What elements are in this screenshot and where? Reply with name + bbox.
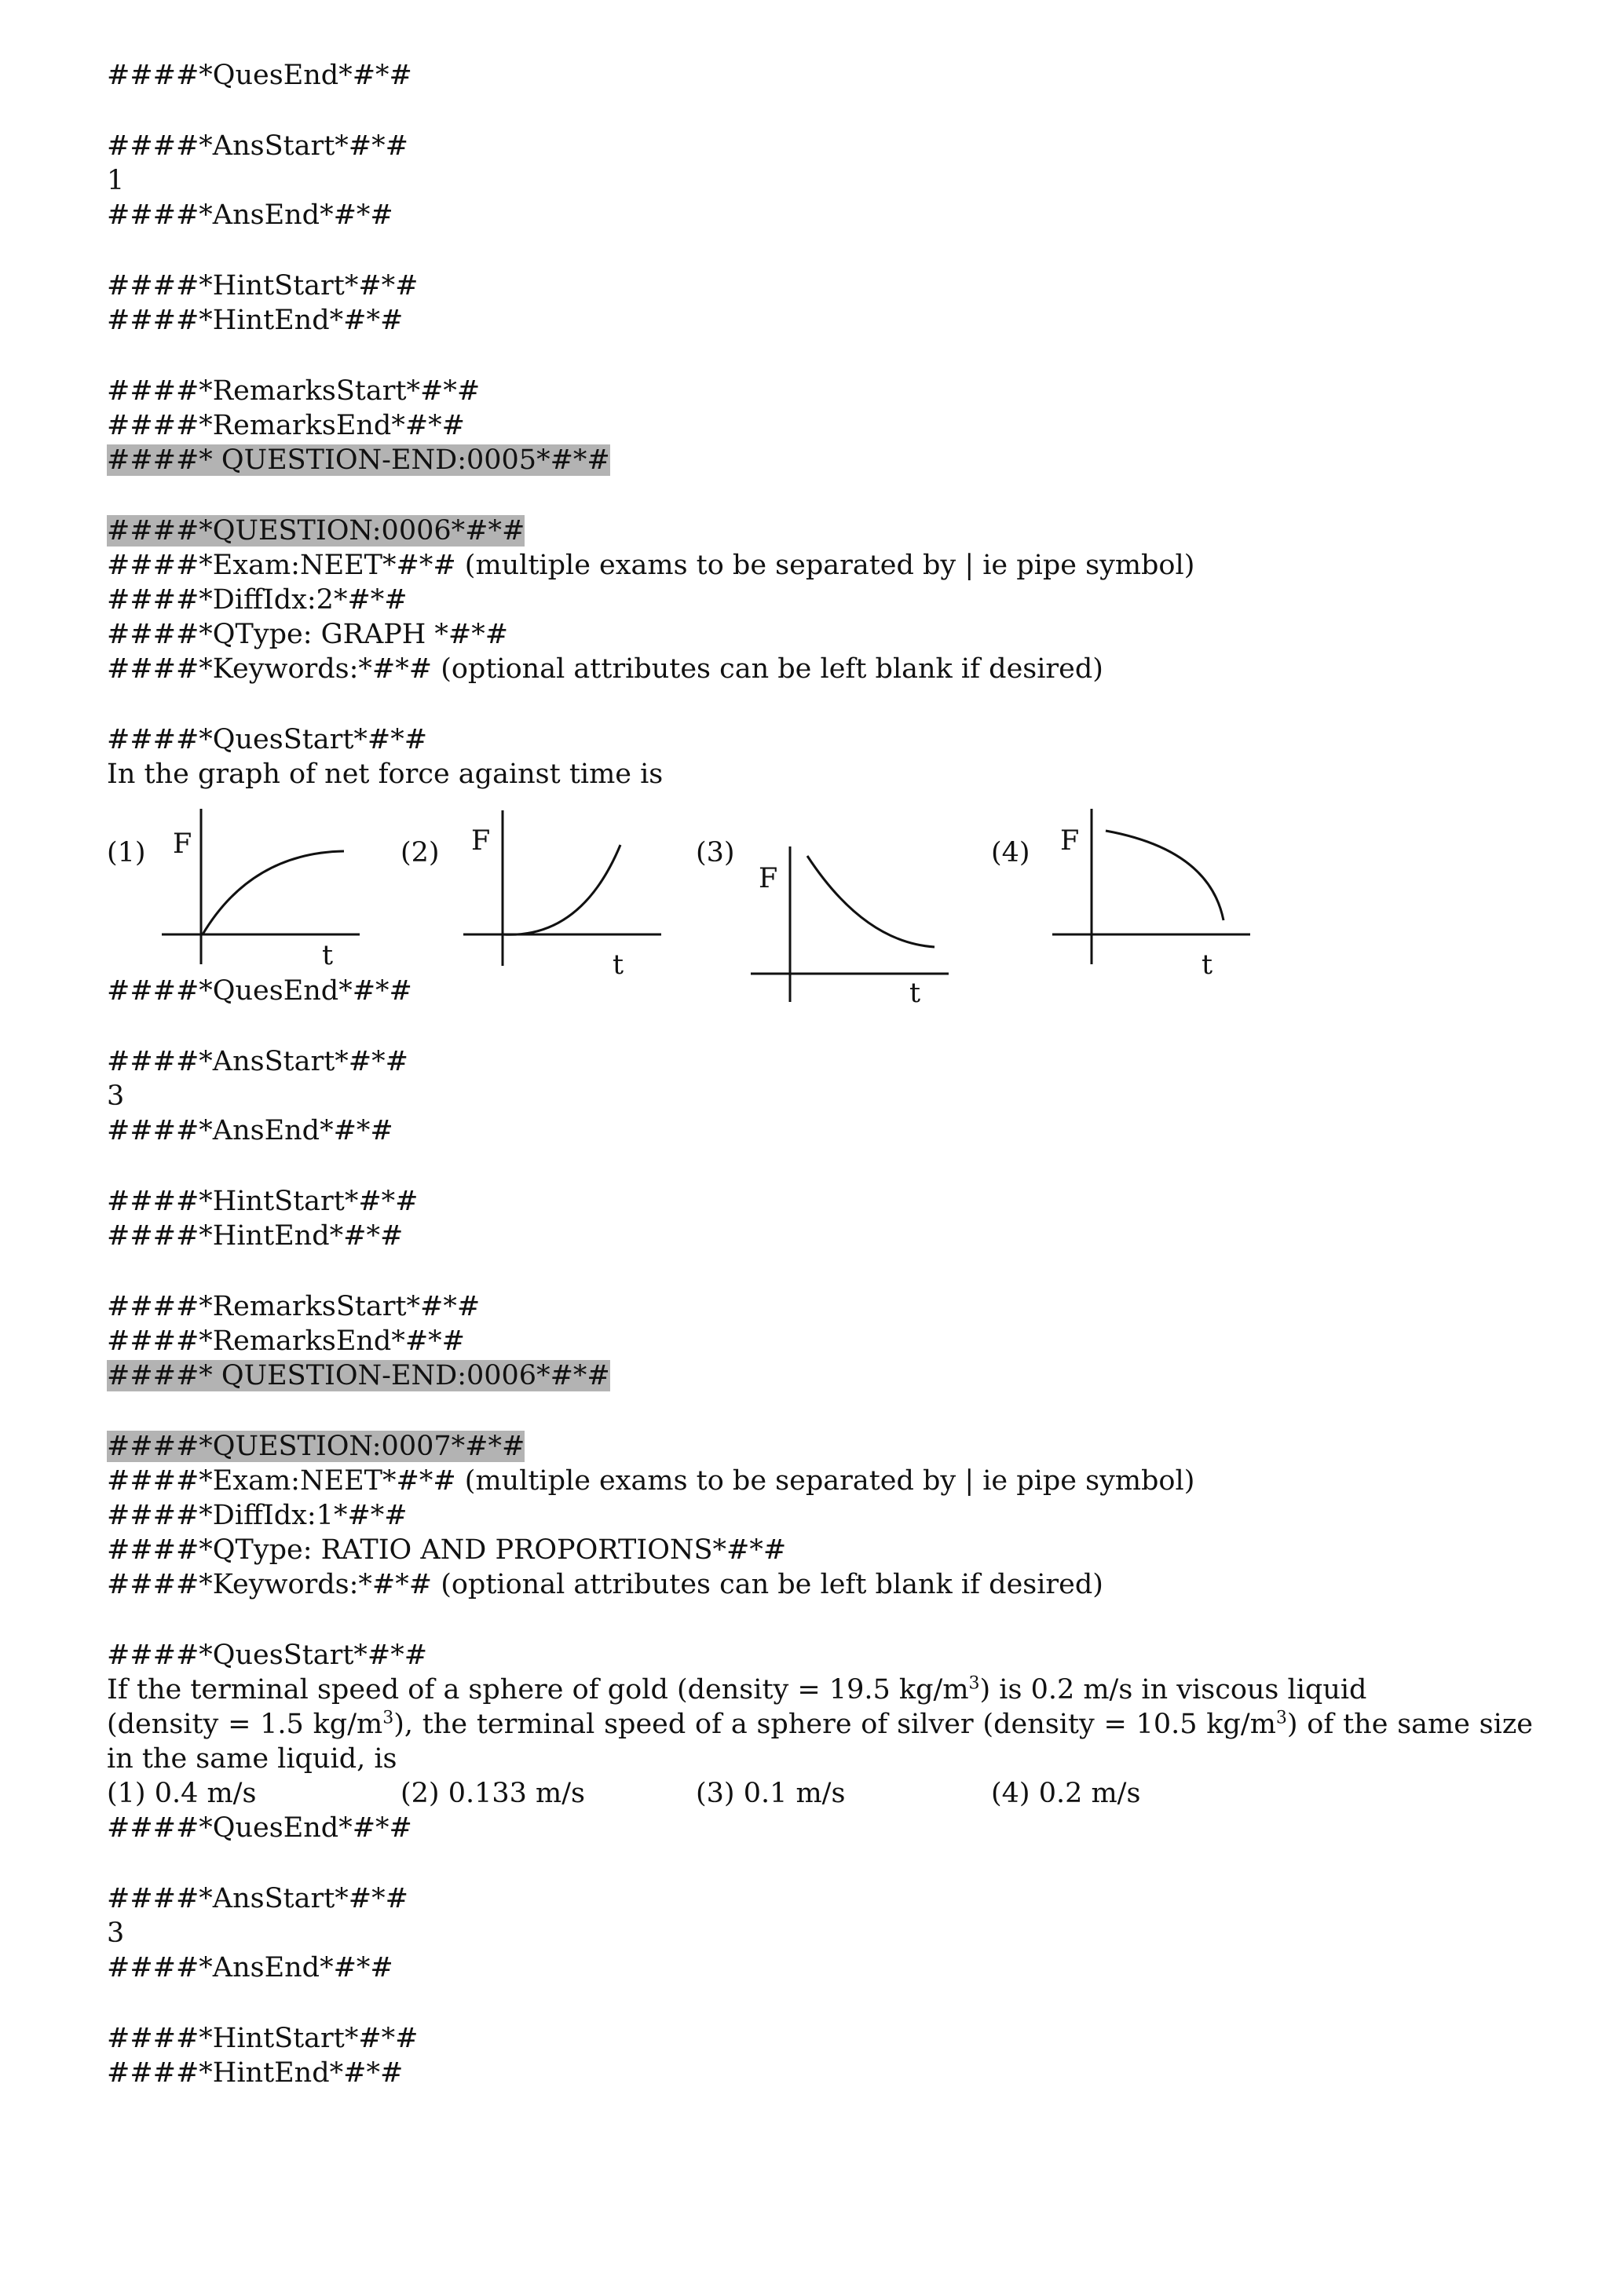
q5-remarks-start: ####*RemarksStart*#*#: [107, 375, 481, 407]
q6-answer: 3: [107, 1080, 125, 1112]
q6-question-text: In the graph of net force against time is: [107, 759, 664, 790]
q6-question-end-marker: ####* QUESTION-END:0006*#*#: [107, 1360, 610, 1391]
q6-remarks-end: ####*RemarksEnd*#*#: [107, 1325, 465, 1357]
q7-difficulty: ####*DiffIdx:1*#*#: [107, 1500, 408, 1531]
q6-question-marker: ####*QUESTION:0006*#*#: [107, 515, 525, 547]
q6-graph-2-y-label: F: [471, 825, 491, 857]
q5-ans-end: ####*AnsEnd*#*#: [107, 199, 393, 231]
q7-exam: ####*Exam:NEET*#*# (multiple exams to be separated by | ie pipe symbol): [107, 1465, 1195, 1497]
q7-ques-end: ####*QuesEnd*#*#: [107, 1812, 412, 1844]
q5-answer: 1: [107, 165, 125, 196]
q7-option-3: (3) 0.1 m/s: [696, 1778, 846, 1809]
q6-remarks-start: ####*RemarksStart*#*#: [107, 1291, 481, 1322]
q7-answer: 3: [107, 1918, 125, 1949]
q6-graph-4: [1052, 809, 1250, 964]
q7-hint-start: ####*HintStart*#*#: [107, 2023, 419, 2054]
q6-graph-1-x-label: t: [322, 940, 334, 971]
q5-remarks-end: ####*RemarksEnd*#*#: [107, 410, 465, 441]
q5-hint-start: ####*HintStart*#*#: [107, 270, 419, 302]
q6-graph-3-y-label: F: [759, 863, 778, 894]
q7-question-text-line-1: If the terminal speed of a sphere of gold (density = 19.5 $kg/m^3$) is 0.2 m/s in viscous liquid: [107, 1673, 1367, 1706]
q7-ques-start: ####*QuesStart*#*#: [107, 1640, 428, 1671]
q6-ques-end: ####*QuesEnd*#*#: [107, 975, 412, 1007]
q5-ans-start: ####*AnsStart*#*#: [107, 130, 408, 162]
q6-option-1-label: (1): [107, 837, 146, 868]
q7-option-2: (2) 0.133 m/s: [401, 1778, 585, 1809]
q6-qtype: ####*QType: GRAPH *#*#: [107, 619, 509, 650]
q6-graph-4-y-label: F: [1060, 825, 1080, 857]
q7-keywords: ####*Keywords:*#*# (optional attributes can be left blank if desired): [107, 1569, 1103, 1600]
q7-question-text-line-2: (density = 1.5 $kg/m^3$), the terminal speed of a sphere of silver (density = 10.5 $kg/m^3$) of the same size in the same liquid, is: [107, 1708, 1533, 1775]
q6-keywords: ####*Keywords:*#*# (optional attributes can be left blank if desired): [107, 653, 1103, 685]
q6-option-graphs: [0, 0, 1624, 1021]
q5-ques-end: ####*QuesEnd*#*#: [107, 60, 412, 91]
q6-difficulty: ####*DiffIdx:2*#*#: [107, 584, 408, 616]
q6-option-3-label: (3): [696, 837, 735, 868]
q5-hint-end: ####*HintEnd*#*#: [107, 305, 404, 336]
q7-question-marker: ####*QUESTION:0007*#*#: [107, 1431, 525, 1462]
q7-option-4: (4) 0.2 m/s: [991, 1778, 1141, 1809]
q7-option-1: (1) 0.4 m/s: [107, 1778, 257, 1809]
q6-ans-start: ####*AnsStart*#*#: [107, 1046, 408, 1077]
q5-question-end-marker: ####* QUESTION-END:0005*#*#: [107, 444, 610, 476]
q6-exam: ####*Exam:NEET*#*# (multiple exams to be separated by | ie pipe symbol): [107, 550, 1195, 581]
q6-ans-end: ####*AnsEnd*#*#: [107, 1115, 393, 1146]
q6-option-2-label: (2): [401, 837, 440, 868]
q7-qtype: ####*QType: RATIO AND PROPORTIONS*#*#: [107, 1534, 787, 1566]
q7-ans-end: ####*AnsEnd*#*#: [107, 1952, 393, 1983]
q6-hint-end: ####*HintEnd*#*#: [107, 1220, 404, 1252]
q6-graph-4-x-label: t: [1202, 949, 1213, 981]
q6-graph-2: [463, 810, 661, 966]
q6-ques-start: ####*QuesStart*#*#: [107, 724, 428, 755]
q7-hint-end: ####*HintEnd*#*#: [107, 2057, 404, 2089]
q6-option-4-label: (4): [991, 837, 1030, 868]
q6-graph-1-y-label: F: [173, 828, 192, 860]
q6-graph-3-x-label: t: [909, 978, 921, 1009]
q6-hint-start: ####*HintStart*#*#: [107, 1186, 419, 1217]
q6-graph-2-x-label: t: [613, 949, 624, 981]
q7-ans-start: ####*AnsStart*#*#: [107, 1883, 408, 1914]
